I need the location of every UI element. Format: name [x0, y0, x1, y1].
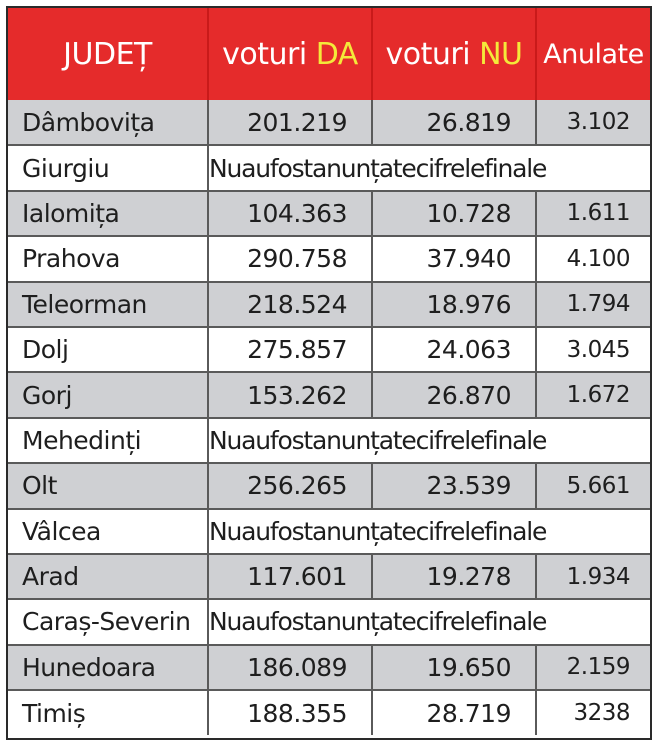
header-county-label: JUDEȚ	[63, 36, 152, 72]
yes-votes-cell: 275.857	[208, 327, 372, 372]
table-row	[8, 145, 650, 190]
table-row	[8, 509, 650, 554]
final-figures-note: Nuaufostanunțatecifrelefinale	[208, 145, 650, 190]
annulled-votes-cell: 3.045	[536, 327, 650, 372]
yes-votes-cell: 290.758	[208, 236, 372, 281]
county-cell: Mehedinți	[8, 418, 208, 463]
annulled-votes-cell: 2.159	[536, 645, 650, 690]
yes-votes-cell: 104.363	[208, 191, 372, 236]
county-cell: Hunedoara	[8, 645, 208, 690]
final-figures-note: Nuaufostanunțatecifrelefinale	[208, 509, 650, 554]
table-row	[8, 463, 650, 508]
table-row	[8, 690, 650, 735]
no-votes-cell: 37.940	[372, 236, 536, 281]
county-cell: Dâmbovița	[8, 100, 208, 145]
table-row	[8, 372, 650, 417]
header-no-prefix: voturi	[385, 36, 480, 72]
header-annulled-label: Anulate	[543, 38, 644, 70]
header-yes-highlight: DA	[315, 36, 358, 72]
annulled-votes-cell: 1.611	[536, 191, 650, 236]
header-yes-votes	[208, 8, 372, 100]
county-cell: Ialomița	[8, 191, 208, 236]
yes-votes-cell: 153.262	[208, 372, 372, 417]
county-cell: Prahova	[8, 236, 208, 281]
no-votes-cell: 23.539	[372, 463, 536, 508]
table-row	[8, 191, 650, 236]
county-cell: Olt	[8, 463, 208, 508]
referendum-results-table	[8, 8, 650, 735]
yes-votes-cell: 186.089	[208, 645, 372, 690]
table-header	[8, 8, 650, 100]
table-body	[8, 100, 650, 735]
annulled-votes-cell: 1.794	[536, 282, 650, 327]
table-row	[8, 418, 650, 463]
no-votes-cell: 28.719	[372, 690, 536, 735]
table-row	[8, 645, 650, 690]
county-cell: Timiș	[8, 690, 208, 735]
yes-votes-cell: 256.265	[208, 463, 372, 508]
no-votes-cell: 10.728	[372, 191, 536, 236]
header-no-highlight: NU	[479, 36, 523, 72]
county-cell: Caraș-Severin	[8, 599, 208, 644]
no-votes-cell: 24.063	[372, 327, 536, 372]
table-row	[8, 554, 650, 599]
yes-votes-cell: 117.601	[208, 554, 372, 599]
table-row	[8, 327, 650, 372]
county-cell: Giurgiu	[8, 145, 208, 190]
yes-votes-cell: 218.524	[208, 282, 372, 327]
final-figures-note: Nuaufostanunțatecifrelefinale	[208, 418, 650, 463]
header-county	[8, 8, 208, 100]
annulled-votes-cell: 3.102	[536, 100, 650, 145]
no-votes-cell: 18.976	[372, 282, 536, 327]
table-row	[8, 282, 650, 327]
yes-votes-cell: 201.219	[208, 100, 372, 145]
header-no-votes	[372, 8, 536, 100]
header-yes-prefix: voturi	[222, 36, 316, 72]
table-row	[8, 236, 650, 281]
annulled-votes-cell: 1.934	[536, 554, 650, 599]
no-votes-cell: 26.819	[372, 100, 536, 145]
county-cell: Dolj	[8, 327, 208, 372]
annulled-votes-cell: 1.672	[536, 372, 650, 417]
header-annulled	[536, 8, 650, 100]
no-votes-cell: 19.278	[372, 554, 536, 599]
annulled-votes-cell: 3238	[573, 700, 630, 727]
annulled-votes-cell: 4.100	[536, 236, 650, 281]
annulled-votes-cell: 5.661	[536, 463, 650, 508]
yes-votes-cell: 188.355	[208, 690, 372, 735]
county-cell: Vâlcea	[8, 509, 208, 554]
header-row	[8, 8, 650, 100]
table-row	[8, 599, 650, 644]
county-cell: Arad	[8, 554, 208, 599]
county-cell: Teleorman	[8, 282, 208, 327]
results-table-frame	[6, 6, 652, 740]
table-row	[8, 100, 650, 145]
no-votes-cell: 26.870	[372, 372, 536, 417]
final-figures-note: Nuaufostanunțatecifrelefinale	[208, 599, 650, 644]
county-cell: Gorj	[8, 372, 208, 417]
no-votes-cell: 19.650	[372, 645, 536, 690]
